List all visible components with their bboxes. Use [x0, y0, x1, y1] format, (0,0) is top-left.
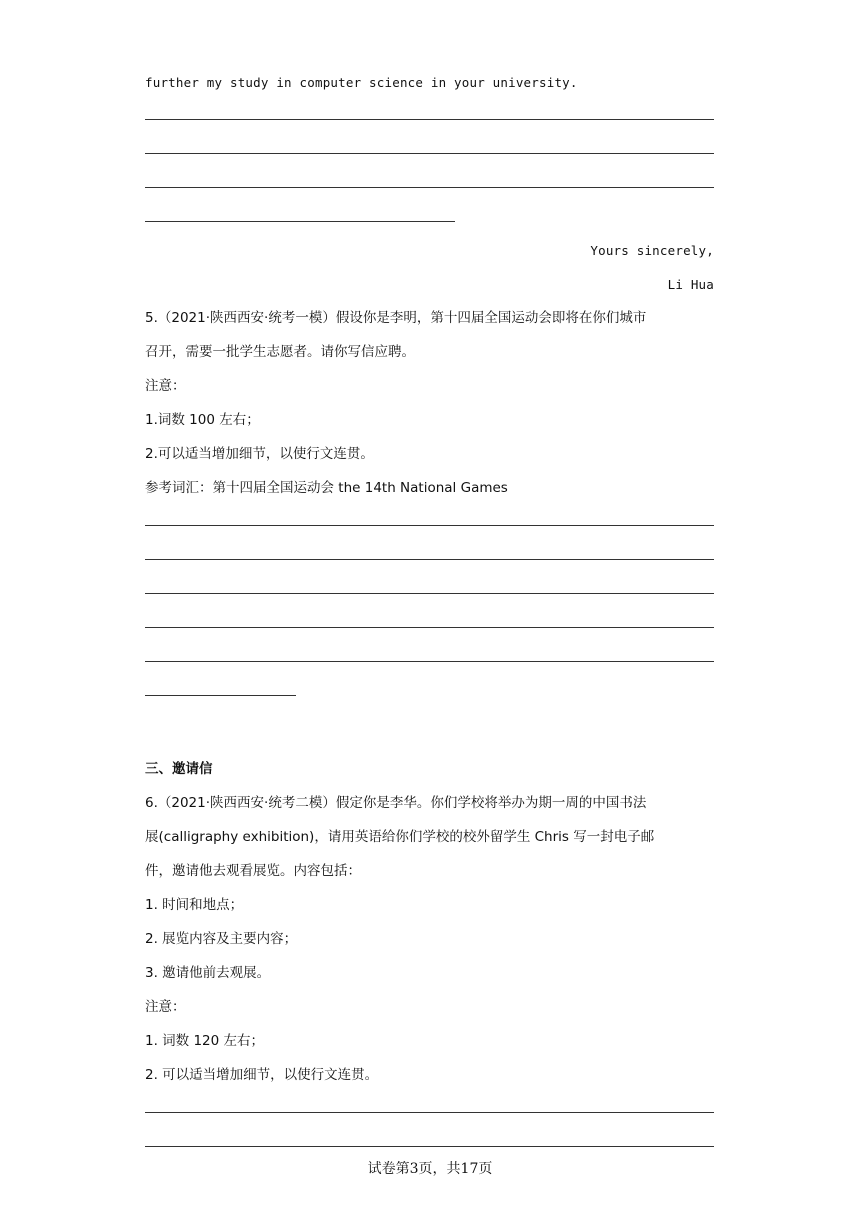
q6-item1: 1. 时间和地点；: [145, 897, 244, 913]
answer-line: [145, 593, 714, 594]
answer-line: [145, 1146, 714, 1147]
answer-line: [145, 525, 714, 526]
q6-prompt-line2: 展(calligraphy exhibition)，请用英语给你们学校的校外留学生 Chris 写一封电子邮: [145, 829, 655, 845]
q5-vocab: 参考词汇：第十四届全国运动会 the 14th National Games: [145, 480, 508, 496]
page-number: 试卷第3页，共17页: [367, 1161, 493, 1177]
q6-prompt-line1: 6.（2021·陕西西安·统考二模）假定你是李华。你们学校将举办为期一周的中国书法: [145, 795, 647, 811]
q6-note1: 1. 词数 120 左右；: [145, 1033, 265, 1049]
closing-text: Yours sincerely,: [590, 243, 714, 258]
q6-note2: 2. 可以适当增加细节，以使行文连贯。: [145, 1067, 379, 1083]
q6-item2: 2. 展览内容及主要内容；: [145, 931, 298, 947]
q5-prompt-line2: 召开，需要一批学生志愿者。请你写信应聘。: [145, 344, 415, 360]
q5-note1: 1.词数 100 左右；: [145, 412, 260, 428]
q6-item3: 3. 邀请他前去观展。: [145, 965, 271, 981]
answer-line-short: [145, 221, 455, 222]
answer-line: [145, 661, 714, 662]
q5-note-title: 注意：: [145, 378, 186, 394]
q5-note2: 2.可以适当增加细节，以使行文连贯。: [145, 446, 374, 462]
continuation-text: further my study in computer science in your university.: [145, 75, 578, 90]
answer-line-short: [145, 695, 296, 696]
section-title: 三、邀请信: [145, 761, 213, 777]
answer-line: [145, 187, 714, 188]
q6-note-title: 注意：: [145, 999, 186, 1015]
answer-line: [145, 119, 714, 120]
answer-line: [145, 153, 714, 154]
answer-line: [145, 1112, 714, 1113]
signature-text: Li Hua: [667, 277, 714, 292]
q5-prompt-line1: 5.（2021·陕西西安·统考一模）假设你是李明，第十四届全国运动会即将在你们城市: [145, 310, 647, 326]
answer-line: [145, 559, 714, 560]
q6-prompt-line3: 件，邀请他去观看展览。内容包括：: [145, 863, 361, 879]
answer-line: [145, 627, 714, 628]
